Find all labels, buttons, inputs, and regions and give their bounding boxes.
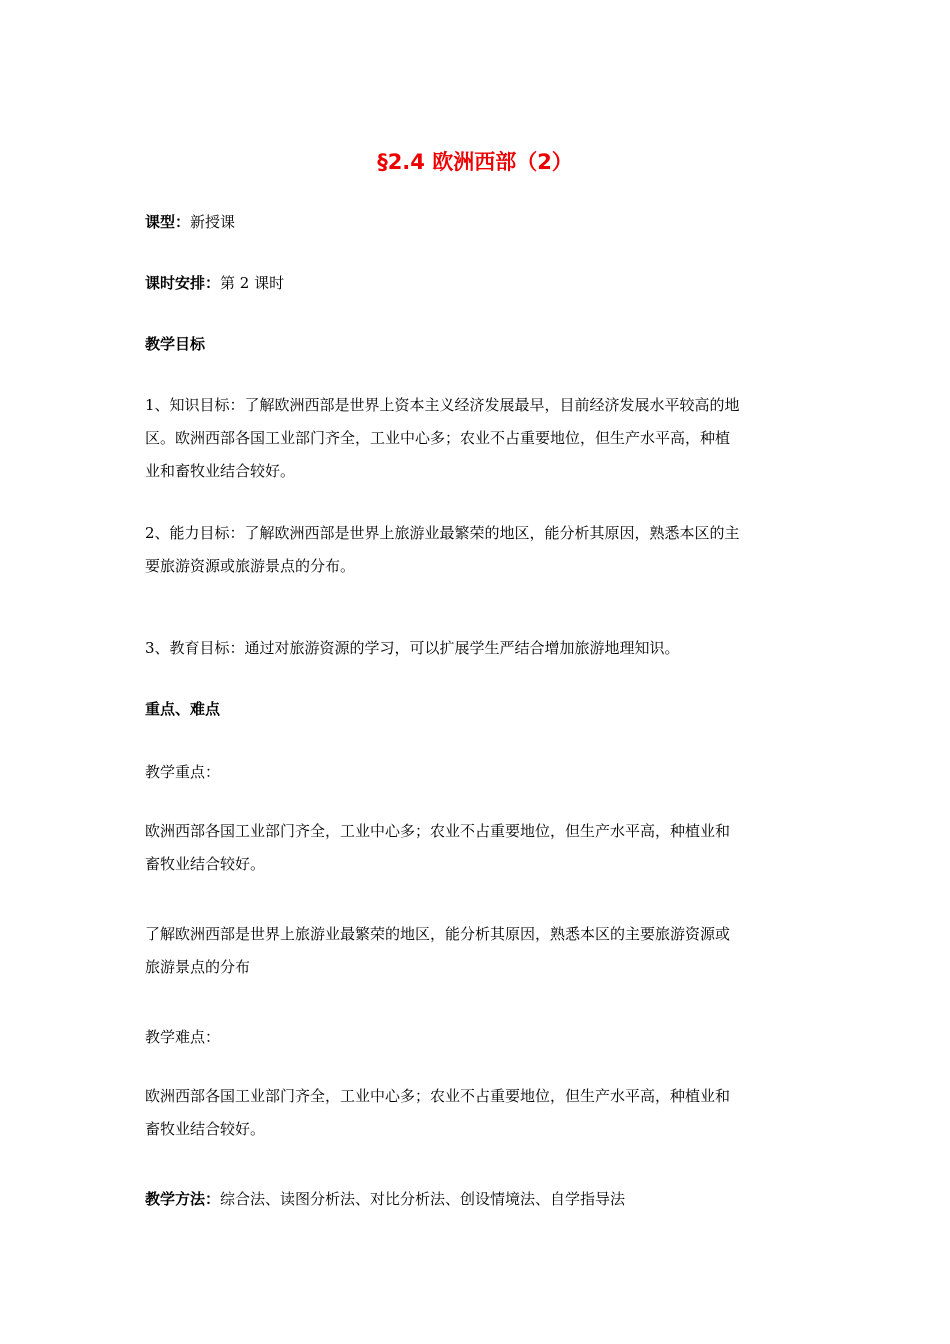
methods-line (145, 1183, 810, 1216)
schedule-label: 课时安排： (145, 274, 221, 292)
page-title: §2.4 欧洲西部（2） (377, 150, 573, 174)
methods-value: 综合法、读图分析法、对比分析法、创设情境法、自学指导法 (220, 1190, 626, 1208)
focus-paragraph-1 (145, 815, 810, 881)
focus-paragraph-2 (145, 918, 810, 984)
paragraph-line: 1、知识目标：了解欧洲西部是世界上资本主义经济发展最早，目前经济发展水平较高的地 (145, 396, 740, 414)
objectives-heading (145, 328, 810, 361)
objective-knowledge (145, 389, 810, 488)
paragraph-line: 欧洲西部各国工业部门齐全，工业中心多；农业不占重要地位，但生产水平高，种植业和 (145, 822, 731, 840)
paragraph-line: 3、教育目标：通过对旅游资源的学习，可以扩展学生严结合增加旅游地理知识。 (145, 639, 680, 657)
paragraph-line: 畜牧业结合较好。 (145, 1120, 266, 1138)
objective-education (145, 632, 810, 665)
paragraph-line: 欧洲西部各国工业部门齐全，工业中心多；农业不占重要地位，但生产水平高，种植业和 (145, 1087, 731, 1105)
focus-label (145, 756, 810, 789)
course-type-label: 课型： (145, 213, 191, 231)
difficulty-label (145, 1021, 810, 1054)
objectives-heading-text: 教学目标 (145, 335, 206, 353)
objective-ability (145, 517, 810, 583)
key-points-heading-text: 重点、难点 (145, 700, 221, 718)
difficulty-label-text: 教学难点： (145, 1028, 221, 1046)
key-points-heading (145, 693, 810, 726)
paragraph-line: 业和畜牧业结合较好。 (145, 462, 296, 480)
course-type-value: 新授课 (190, 213, 236, 231)
paragraph-line: 区。欧洲西部各国工业部门齐全，工业中心多；农业不占重要地位，但生产水平高，种植 (145, 429, 731, 447)
paragraph-line: 了解欧洲西部是世界上旅游业最繁荣的地区，能分析其原因，熟悉本区的主要旅游资源或 (145, 925, 731, 943)
course-type-line (145, 206, 810, 239)
difficulty-paragraph (145, 1080, 810, 1146)
schedule-value: 第 2 课时 (220, 274, 285, 292)
methods-label: 教学方法： (145, 1190, 221, 1208)
schedule-line (145, 267, 810, 300)
paragraph-line: 要旅游资源或旅游景点的分布。 (145, 557, 356, 575)
focus-label-text: 教学重点： (145, 763, 221, 781)
paragraph-line: 2、能力目标：了解欧洲西部是世界上旅游业最繁荣的地区，能分析其原因，熟悉本区的主 (145, 524, 740, 542)
paragraph-line: 畜牧业结合较好。 (145, 855, 266, 873)
paragraph-line: 旅游景点的分布 (145, 958, 251, 976)
